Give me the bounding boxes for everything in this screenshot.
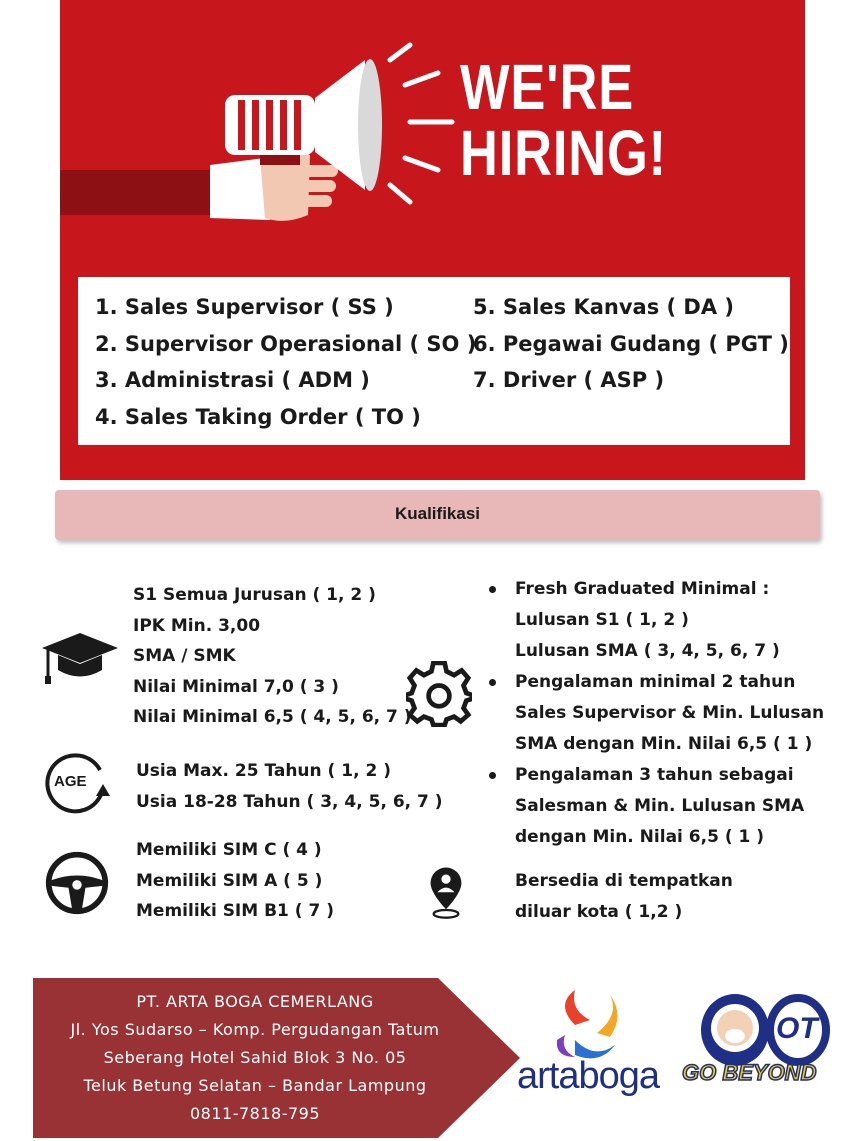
experience-line: Lulusan SMA ( 3, 4, 5, 6, 7 )	[515, 641, 780, 661]
job-item: 6. Pegawai Gudang ( PGT )	[473, 331, 789, 356]
education-line: Nilai Minimal 7,0 ( 3 )	[133, 676, 339, 697]
age-requirements	[136, 756, 443, 817]
job-list-left	[95, 289, 476, 435]
age-line: Usia 18-28 Tahun ( 3, 4, 5, 6, 7 )	[136, 791, 443, 812]
qualification-title: Kualifikasi	[394, 504, 481, 523]
headline-line-1: WE'RE	[460, 51, 635, 123]
qualification-header-bar	[55, 490, 820, 540]
experience-item	[487, 667, 847, 760]
relocation-requirement	[515, 866, 733, 927]
experience-item	[487, 760, 847, 853]
experience-line: Pengalaman minimal 2 tahun	[515, 672, 796, 692]
experience-list	[487, 574, 847, 853]
gear-icon	[406, 661, 472, 727]
license-line: Memiliki SIM B1 ( 7 )	[136, 901, 335, 921]
job-item: 1. Sales Supervisor ( SS )	[95, 295, 394, 319]
job-list-box	[78, 277, 790, 445]
age-line: Usia Max. 25 Tahun ( 1, 2 )	[136, 761, 391, 781]
go-beyond-wordmark: GO BEYOND	[682, 1060, 817, 1085]
phone-number: 0811-7818-795	[189, 1104, 321, 1123]
address-line: Seberang Hotel Sahid Blok 3 No. 05	[103, 1048, 407, 1067]
education-line: SMA / SMK	[133, 646, 236, 666]
license-line: Memiliki SIM A ( 5 )	[136, 870, 323, 891]
job-list-right	[473, 289, 789, 399]
address-line: Teluk Betung Selatan – Bandar Lampung	[83, 1076, 427, 1095]
company-name: PT. ARTA BOGA CEMERLANG	[136, 992, 374, 1011]
experience-line: dengan Min. Nilai 6,5 ( 1 )	[515, 827, 765, 847]
education-line: S1 Semua Jurusan ( 1, 2 )	[133, 585, 376, 605]
age-icon-label: AGE	[54, 773, 87, 790]
hiring-headline	[460, 51, 712, 189]
artaboga-wordmark: artaboga	[517, 1055, 660, 1097]
job-item: 5. Sales Kanvas ( DA )	[473, 295, 735, 319]
experience-line: Salesman & Min. Lulusan SMA	[515, 796, 805, 816]
experience-line: Sales Supervisor & Min. Lulusan	[515, 703, 825, 723]
job-item: 4. Sales Taking Order ( TO )	[95, 404, 421, 429]
experience-line: SMA dengan Min. Nilai 6,5 ( 1 )	[515, 734, 813, 754]
relocation-line: diluar kota ( 1,2 )	[515, 901, 683, 922]
job-item: 3. Administrasi ( ADM )	[95, 368, 370, 392]
education-line: Nilai Minimal 6,5 ( 4, 5, 6, 7 )	[133, 707, 412, 727]
graduation-cap-icon	[40, 628, 120, 688]
steering-wheel-icon	[44, 850, 110, 916]
megaphone-icon	[60, 40, 460, 240]
license-line: Memiliki SIM C ( 4 )	[136, 840, 322, 860]
experience-line: Fresh Graduated Minimal :	[515, 579, 770, 599]
location-person-icon	[426, 866, 466, 920]
age-icon	[40, 752, 112, 814]
ot-wordmark: OT	[776, 1012, 818, 1045]
education-line: IPK Min. 3,00	[133, 615, 261, 636]
experience-item	[487, 574, 847, 667]
footer-address	[40, 988, 470, 1128]
license-requirements	[136, 835, 334, 927]
experience-line: Lulusan S1 ( 1, 2 )	[515, 610, 689, 630]
education-requirements	[133, 580, 412, 733]
address-line: Jl. Yos Sudarso – Komp. Pergudangan Tatum	[70, 1020, 440, 1039]
experience-line: Pengalaman 3 tahun sebagai	[515, 765, 794, 785]
headline-line-2: HIRING!	[460, 117, 667, 189]
ot-go-beyond-logo	[680, 990, 840, 1100]
job-item: 2. Supervisor Operasional ( SO )	[95, 331, 477, 356]
job-item: 7. Driver ( ASP )	[473, 368, 665, 392]
relocation-line: Bersedia di tempatkan	[515, 871, 733, 891]
